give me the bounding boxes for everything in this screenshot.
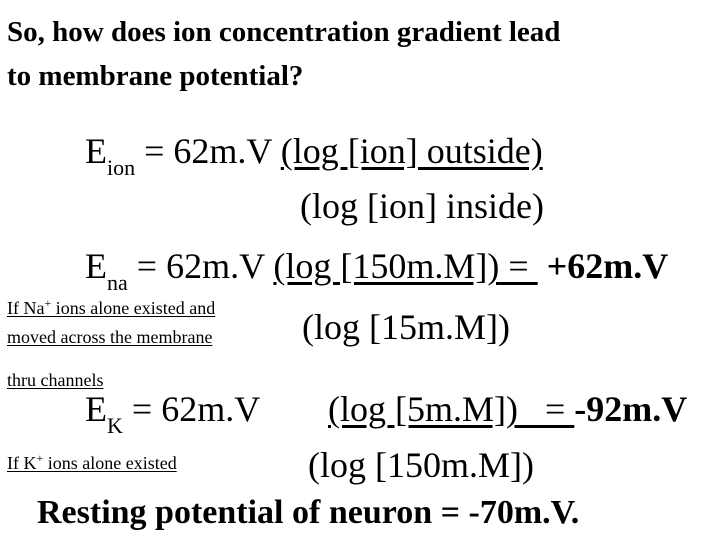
ena-equals-sign: =	[499, 246, 538, 286]
ek-denominator: (log [150m.M])	[308, 445, 534, 485]
ek-result: -92m.V	[574, 389, 688, 429]
eion-constant: = 62m.V	[144, 131, 272, 171]
ena-numerator: (log [150m.M])	[273, 246, 500, 286]
eion-numerator: (log [ion] outside)	[280, 131, 543, 171]
ek-equation	[85, 391, 260, 437]
title-line-2: to membrane potential?	[7, 60, 304, 92]
ek-equals-sign: =	[517, 389, 575, 429]
ek-constant: = 62m.V	[131, 389, 261, 429]
ena-equation	[85, 248, 668, 294]
slide-title	[7, 10, 707, 98]
ena-subscript: na	[107, 270, 128, 296]
na-note-line-1	[7, 297, 215, 317]
ek-subscript: K	[107, 413, 123, 439]
ek-numerator: (log [5m.M])	[328, 389, 518, 429]
ena-constant: = 62m.V	[136, 246, 265, 286]
na-note-line-3: thru channels	[7, 370, 104, 390]
eion-denominator: (log [ion] inside)	[300, 186, 544, 226]
na-note-pre: If Na+ ions alone existed and	[7, 296, 216, 318]
na-note-line-2: moved across the membrane	[7, 327, 213, 347]
ena-symbol: E	[85, 246, 107, 286]
eion-subscript: ion	[107, 155, 136, 181]
eion-symbol: E	[85, 131, 107, 171]
eion-equation	[85, 133, 543, 179]
k-note: If K+ ions alone existed	[7, 451, 177, 473]
ena-denominator: (log [15m.M])	[302, 307, 510, 347]
title-line-1: So, how does ion concentration gradient lead	[7, 16, 561, 48]
resting-potential-conclusion: Resting potential of neuron = -70m.V.	[37, 494, 580, 531]
ena-result: +62m.V	[546, 246, 669, 286]
ek-symbol: E	[85, 389, 107, 429]
ek-fraction-top	[328, 391, 687, 427]
